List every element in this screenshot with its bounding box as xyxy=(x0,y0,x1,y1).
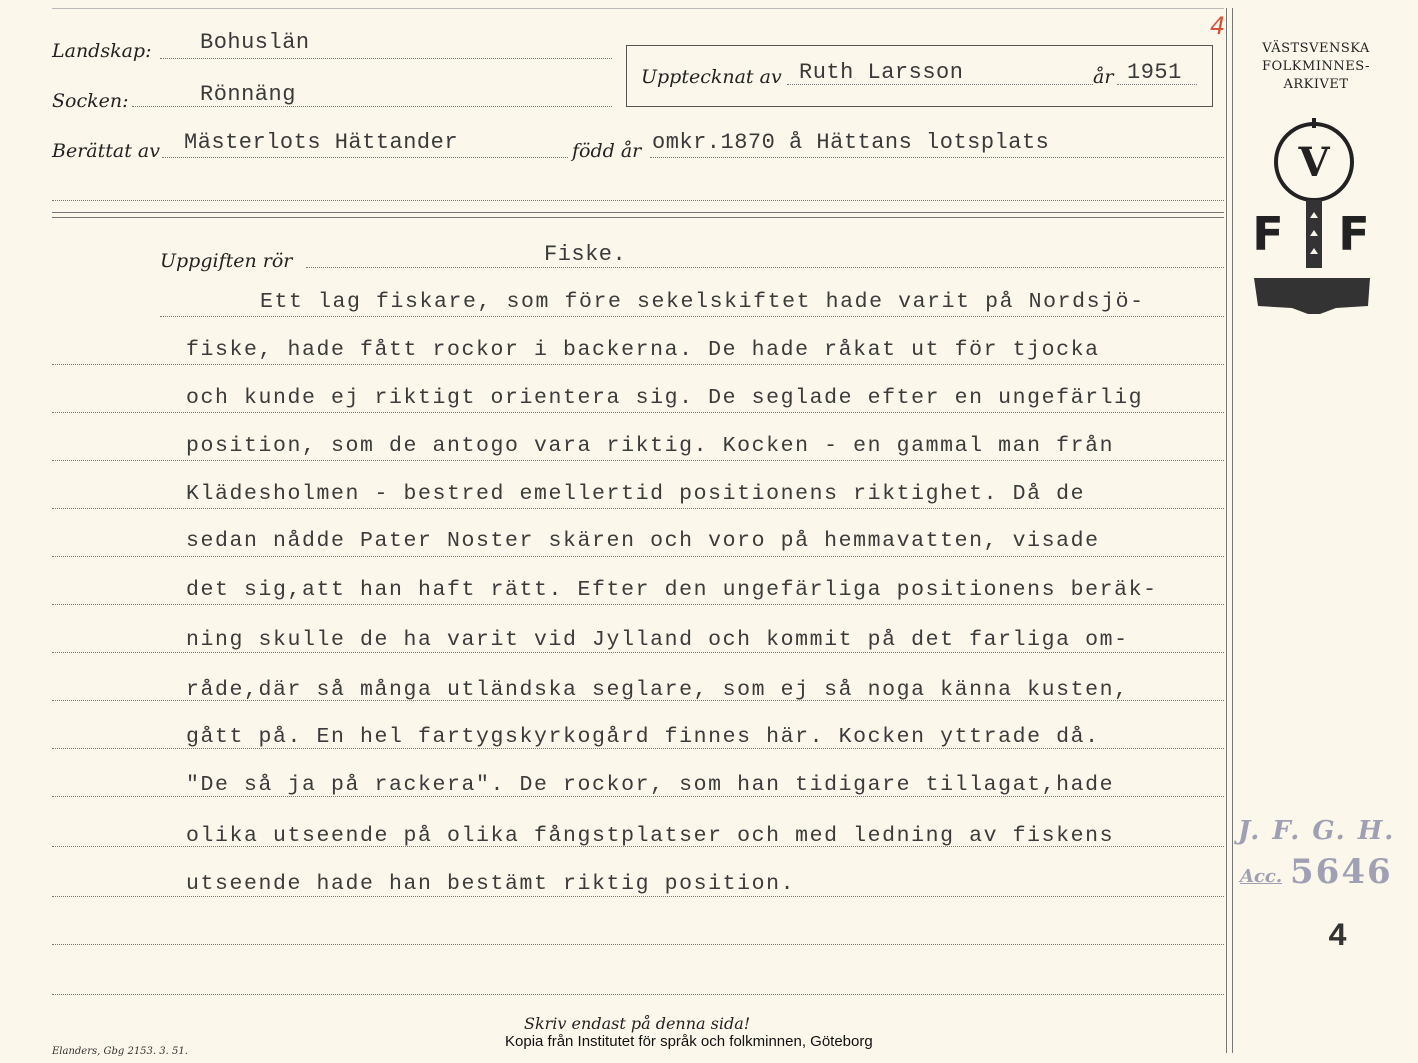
logo-f-right: F xyxy=(1338,207,1370,261)
body-line-11: "De så ja på rackera". De rockor, som han tidigare tillagat,hade xyxy=(186,773,1115,797)
body-line-8: ning skulle de ha varit vid Jylland och kommit på det farliga om- xyxy=(186,628,1129,652)
rule-line xyxy=(52,508,1224,509)
rule-line xyxy=(52,460,1224,461)
stamp-acc-label: Acc. xyxy=(1240,866,1283,887)
red-page-mark: 4 xyxy=(1210,12,1226,40)
body-line-3: och kunde ej riktigt orientera sig. De seglade efter en ungefärlig xyxy=(186,386,1144,410)
socken-value: Rönnäng xyxy=(200,82,296,107)
vff-logo xyxy=(1250,118,1376,318)
ar-value: 1951 xyxy=(1127,60,1182,85)
berattat-value: Mästerlots Hättander xyxy=(184,130,459,155)
rule-line xyxy=(52,556,1224,557)
body-line-12: olika utseende på olika fångstplatser och med ledning av fiskens xyxy=(186,824,1115,848)
body-line-6: sedan nådde Pater Noster skären och voro på hemmavatten, visade xyxy=(186,529,1100,553)
archive-name-line3: ARKIVET xyxy=(1283,77,1349,92)
landskap-label: Landskap: xyxy=(52,40,152,62)
sidebar-divider-2 xyxy=(1232,8,1233,1053)
body-line-10: gått på. En hel fartygskyrkogård finnes här. Kocken yttrade då. xyxy=(186,725,1100,749)
body-line-5: Klädesholmen - bestred emellertid positionens riktighet. Då de xyxy=(186,482,1086,506)
rule-line xyxy=(52,944,1224,945)
blank-header-line xyxy=(52,200,1224,201)
body-line-4: position, som de antogo vara riktig. Kocken - en gammal man från xyxy=(186,434,1115,458)
stamp-initials: J. F. G. H. xyxy=(1238,816,1396,846)
archive-name xyxy=(1236,40,1396,94)
upptecknat-box xyxy=(626,45,1213,107)
footer-instruction: Skriv endast på denna sida! xyxy=(524,1014,751,1033)
page-number: 4 xyxy=(1328,918,1348,955)
socken-label: Socken: xyxy=(52,90,129,112)
logo-f-left: F xyxy=(1252,207,1284,261)
berattat-line xyxy=(162,157,568,158)
archive-name-line2: FOLKMINNES- xyxy=(1262,59,1370,74)
rule-line xyxy=(52,604,1224,605)
body-line-9: råde,där så många utländska seglare, som ej så noga känna kusten, xyxy=(186,678,1129,702)
double-rule-top xyxy=(52,212,1224,213)
body-line-2: fiske, hade fått rockor i backerna. De hade råkat ut för tjocka xyxy=(186,338,1100,362)
sidebar-divider-1 xyxy=(1226,8,1227,1053)
footer-copy-notice: Kopia från Institutet för språk och folkminnen, Göteborg xyxy=(505,1033,873,1050)
top-border xyxy=(52,8,1224,9)
rule-line xyxy=(52,652,1224,653)
rule-line xyxy=(52,994,1224,995)
rule-line xyxy=(160,316,1224,317)
berattat-label: Berättat av xyxy=(52,140,160,162)
fodd-label: född år xyxy=(572,140,642,162)
body-line-1: Ett lag fiskare, som före sekelskiftet hade varit på Nordsjö- xyxy=(260,290,1145,314)
rule-line xyxy=(52,412,1224,413)
footer-printer: Elanders, Gbg 2153. 3. 51. xyxy=(52,1046,188,1057)
upptecknat-value: Ruth Larsson xyxy=(799,60,964,85)
body-line-13: utseende hade han bestämt riktig position. xyxy=(186,872,796,896)
subject-line xyxy=(306,267,1224,268)
upptecknat-label: Upptecknat av xyxy=(641,66,782,88)
rule-line xyxy=(52,364,1224,365)
body-line-7: det sig,att han haft rätt. Efter den ungefärliga positionens beräk- xyxy=(186,578,1158,602)
fodd-value: omkr.1870 å Hättans lotsplats xyxy=(652,130,1050,155)
rule-line xyxy=(52,896,1224,897)
landskap-line xyxy=(160,58,612,59)
ar-label: år xyxy=(1093,66,1114,88)
logo-hammer-head xyxy=(1254,278,1370,314)
stamp-acc-number: 5646 xyxy=(1290,852,1393,892)
archive-name-line1: VÄSTSVENSKA xyxy=(1262,41,1370,56)
logo-v-letter: V xyxy=(1298,139,1330,186)
subject-value: Fiske. xyxy=(544,242,627,267)
subject-label: Uppgiften rör xyxy=(160,250,293,272)
landskap-value: Bohuslän xyxy=(200,30,310,55)
double-rule-bottom xyxy=(52,217,1224,218)
fodd-line xyxy=(650,157,1224,158)
